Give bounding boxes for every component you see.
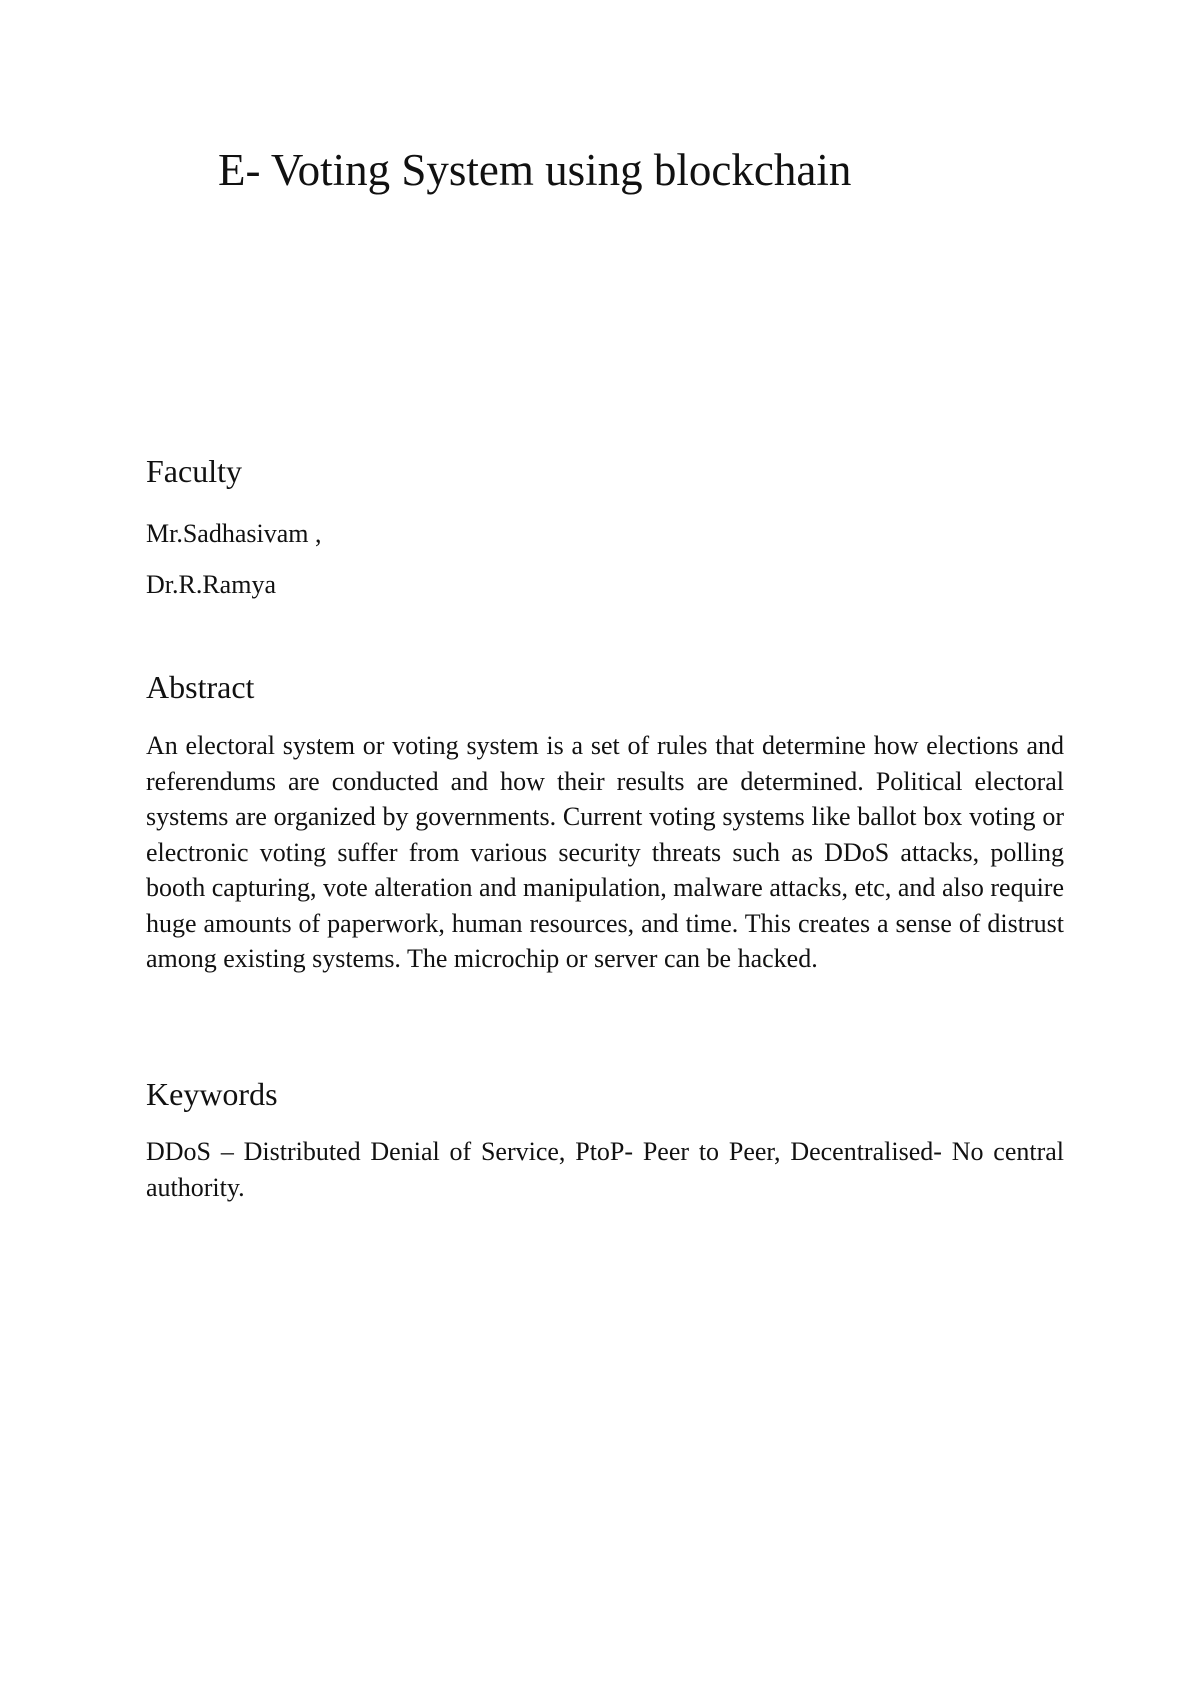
keywords-heading: Keywords bbox=[146, 1076, 278, 1112]
faculty-heading: Faculty bbox=[146, 453, 242, 489]
faculty-member: Mr.Sadhasivam , bbox=[146, 519, 322, 548]
keywords-text: DDoS – Distributed Denial of Service, PtoP- Peer to Peer, Decentralised- No central authority. bbox=[146, 1137, 1064, 1202]
abstract-text: An electoral system or voting system is a set of rules that determine how elections and referendums are conducted and how their results are determined. Political electoral systems are organized by governments. Current voting systems like ballot box voting or electronic voting suffer from various security threats such as DDoS attacks, polling booth capturing, vote alteration and manipulation, malware attacks, etc, and also require huge amounts of paperwork, human resources, and time. This creates a sense of distrust among existing systems. The microchip or server can be hacked. bbox=[146, 731, 1064, 973]
faculty-member: Dr.R.Ramya bbox=[146, 570, 276, 599]
abstract-heading: Abstract bbox=[146, 669, 255, 705]
document-title: E- Voting System using blockchain bbox=[218, 145, 852, 195]
